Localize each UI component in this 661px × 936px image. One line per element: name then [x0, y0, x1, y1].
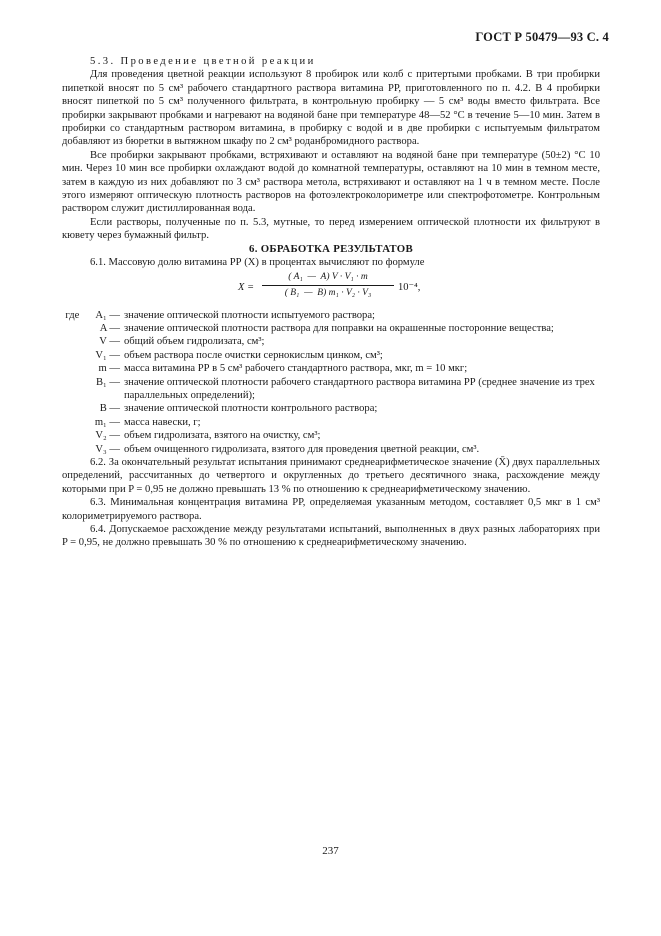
definition-text: общий объем гидролизата, см³;: [124, 336, 265, 348]
definition-lead: где: [65, 309, 80, 321]
formula-denominator: ( B₁ — B) m₁ · V₂ · V₃: [284, 287, 372, 298]
page-header: ГОСТ Р 50479—93 С. 4: [475, 30, 609, 44]
definition-symbol-text: A₁ —: [95, 309, 120, 321]
definition-text: объем гидролизата, взятого на очистку, см³;: [124, 430, 321, 442]
definition-text: значение оптической плотности испытуемого раствора;: [124, 309, 375, 321]
paragraph: Для проведения цветной реакции используют 8 пробирок или колб с притертыми пробками. В три пробирки пипеткой вносят по 5 см³ рабочего стандартного раствора витамина РР, приготовленного по п. 4.2. В 4 пробирки вносят пипеткой по 5 см³ полученного фильтрата, в контрольную пробирку — 5 см³ воды вместо фильтрата. Все пробирки закрывают пробками и нагревают на водяной бане при температуре 48—52 °С в течение 5—10 мин. Затем в пробирки со стандартным раствором витамина, в пробирку с водой и в две пробирки с испытуемым фильтратом добавляют из бюретки в вытяжном шкафу по 2 см³ роданбромидного раствора.: [62, 69, 600, 148]
paragraph: 6.3. Минимальная концентрация витамина РР, определяемая указанным методом, составляет 0,5 мкг в 1 см³ колориметрируемого раствора.: [62, 497, 600, 522]
paragraph: 6.1. Массовую долю витамина РР (X) в процентах вычисляют по формуле: [90, 257, 425, 269]
definition-item: [62, 429, 600, 442]
definition-symbol: B₁ —: [95, 376, 120, 388]
formula-lhs: X =: [238, 281, 255, 293]
definition-item: [62, 416, 600, 429]
definition-symbol: V —: [99, 336, 120, 348]
variable-definitions: [62, 309, 600, 456]
section-5-3-heading: 5.3. Проведение цветной реакции: [90, 56, 316, 67]
paragraph: Если растворы, полученные по п. 5.3, мутные, то перед измерением оптической плотности их фильтруют в кювету через бумажный фильтр.: [62, 216, 600, 242]
definition-text: масса навески, г;: [124, 416, 201, 428]
definition-item: [62, 362, 600, 375]
definition-symbol: m₁ —: [94, 416, 120, 428]
formula-numerator: ( A₁ — A) V · V₁ · m: [288, 271, 368, 282]
definition-symbol: A —: [99, 322, 120, 334]
definition-symbol: V₃ —: [95, 443, 120, 455]
definition-item: [62, 402, 600, 415]
page-number: 237: [322, 845, 339, 857]
definition-item: [62, 443, 600, 456]
paragraph: 6.4. Допускаемое расхождение между результатами испытаний, выполненных в двух разных лабораториях при P = 0,95, не должно превышать 30 % по отношению к среднеарифметическому значению.: [62, 524, 600, 549]
definition-text: масса витамина РР в 5 см³ рабочего стандартного раствора, мкг, m = 10 мкг;: [124, 363, 468, 375]
formula-multiplier: 10⁻⁴,: [398, 281, 421, 293]
paragraph: 6.2. За окончательный результат испытания принимают среднеарифметическое значение (X̄) двух параллельных определений, рассчитанных до четвертого и округленных до третьего десятичного знака, расхождение между которыми при P = 0,95 не должно превышать 13 % по отношению к среднеарифметическому значению.: [62, 456, 600, 495]
definition-symbol: V₁ —: [95, 349, 120, 361]
definition-symbol: m —: [98, 363, 120, 375]
definition-text: объем раствора после очистки сернокислым цинком, см³;: [124, 349, 383, 361]
definition-item: [62, 376, 600, 403]
definition-item: [62, 309, 600, 322]
definition-text: значение оптической плотности контрольного раствора;: [124, 403, 378, 415]
definition-item: [62, 322, 600, 335]
definition-symbol: V₂ —: [95, 430, 120, 442]
definition-text: объем очищенного гидролизата, взятого для проведения цветной реакции, см³.: [124, 443, 480, 455]
definition-symbol: [62, 309, 124, 322]
definition-text: значение оптической плотности раствора для поправки на окрашенные посторонние вещества;: [124, 322, 554, 334]
definition-text: значение оптической плотности рабочего стандартного раствора витамина РР (среднее значение из трех параллельных определений);: [124, 376, 595, 401]
definition-item: [62, 349, 600, 362]
document-body: [62, 55, 600, 550]
paragraph: Все пробирки закрывают пробками, встряхивают и оставляют на водяной бане при температуре (50±2) °С 10 мин. Через 10 мин все пробирки охлаждают водой до комнатной температуры, оставляют на 10 мин в темном месте, затем в каждую из них добавляют по 3 см³ раствора метола, встряхивают и оставляют на 1 ч в темном месте. После этого измеряют оптическую плотность растворов на фотоэлектроколориметре или спектрофотометре. Контрольным раствором служит дистиллированная вода.: [62, 149, 600, 215]
definition-item: [62, 335, 600, 348]
formula: [62, 271, 600, 307]
definition-symbol: B —: [99, 403, 120, 415]
fraction-bar: [262, 285, 394, 286]
section-6-title: 6. ОБРАБОТКА РЕЗУЛЬТАТОВ: [249, 242, 413, 255]
formula-fraction: [262, 271, 394, 300]
